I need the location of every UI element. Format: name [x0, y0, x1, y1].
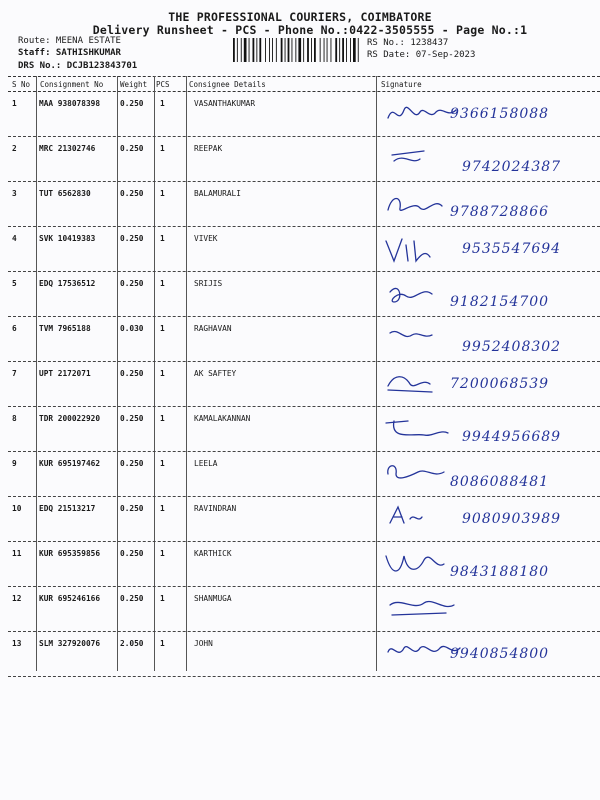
pcs-count: 1 [160, 234, 165, 243]
serial-number: 12 [12, 594, 22, 603]
signature-mark [384, 366, 594, 406]
route-label: Route: MEENA ESTATE [18, 36, 121, 46]
table-row [0, 92, 600, 137]
serial-number: 11 [12, 549, 22, 558]
consignee-name: KAMALAKANNAN [194, 414, 251, 423]
signature-phone: 9952408302 [462, 339, 562, 355]
pcs-count: 1 [160, 594, 165, 603]
table-row [0, 227, 600, 272]
signature-phone: 9535547694 [462, 241, 562, 257]
signature-mark [384, 456, 594, 496]
weight-value: 0.250 [120, 279, 144, 288]
weight-value: 0.250 [120, 414, 144, 423]
weight-value: 0.250 [120, 549, 144, 558]
consignee-name: RAVINDRAN [194, 504, 237, 513]
table-row [0, 497, 600, 542]
weight-value: 0.250 [120, 99, 144, 108]
signature-phone: 8086088481 [450, 474, 550, 490]
weight-value: 0.250 [120, 594, 144, 603]
col-header-pcs: PCS [156, 80, 170, 89]
staff-label: Staff: SATHISHKUMAR [18, 48, 121, 58]
consignee-name: JOHN [194, 639, 213, 648]
signature-phone: 9788728866 [450, 204, 550, 220]
consignment-number: SVK 10419383 [39, 234, 96, 243]
consignee-name: BALAMURALI [194, 189, 241, 198]
signature-mark [384, 591, 594, 631]
serial-number: 3 [12, 189, 17, 198]
signature-phone: 9080903989 [462, 511, 562, 527]
serial-number: 2 [12, 144, 17, 153]
weight-value: 0.030 [120, 324, 144, 333]
table-row [0, 587, 600, 632]
company-name: THE PROFESSIONAL COURIERS, COIMBATORE [168, 10, 432, 24]
barcode-image [233, 38, 361, 62]
signature-phone: 9944956689 [462, 429, 562, 445]
weight-value: 0.250 [120, 189, 144, 198]
signature-mark [384, 321, 594, 361]
table-row [0, 452, 600, 497]
consignment-number: KUR 695359856 [39, 549, 101, 558]
pcs-count: 1 [160, 324, 165, 333]
serial-number: 9 [12, 459, 17, 468]
pcs-count: 1 [160, 99, 165, 108]
consignment-number: KUR 695197462 [39, 459, 101, 468]
col-header-signature: Signature [381, 80, 422, 89]
signature-phone: 9742024387 [462, 159, 562, 175]
pcs-count: 1 [160, 549, 165, 558]
signature-phone: 9940854800 [450, 646, 550, 662]
weight-value: 2.050 [120, 639, 144, 648]
signature-mark [384, 501, 594, 541]
consignee-name: SRIJIS [194, 279, 223, 288]
serial-number: 10 [12, 504, 22, 513]
table-row [0, 182, 600, 227]
pcs-count: 1 [160, 279, 165, 288]
pcs-count: 1 [160, 504, 165, 513]
consignment-number: SLM 327920076 [39, 639, 101, 648]
weight-value: 0.250 [120, 369, 144, 378]
table-row [0, 317, 600, 362]
signature-mark [384, 186, 594, 226]
drs-number: DRS No.: DCJB123843701 [18, 61, 138, 71]
pcs-count: 1 [160, 189, 165, 198]
weight-value: 0.250 [120, 459, 144, 468]
signature-mark [384, 411, 594, 451]
signature-phone: 9182154700 [450, 294, 550, 310]
signature-mark [384, 231, 594, 271]
serial-number: 13 [12, 639, 22, 648]
col-header-consignee: Consignee Details [189, 80, 266, 89]
header-divider-top [8, 76, 600, 77]
signature-mark [384, 141, 594, 181]
signature-mark [384, 546, 594, 586]
table-row [0, 632, 600, 677]
consignment-number: TVM 7965188 [39, 324, 91, 333]
consignee-name: RAGHAVAN [194, 324, 232, 333]
weight-value: 0.250 [120, 504, 144, 513]
col-header-consignment: Consignment No [40, 80, 104, 89]
consignee-name: LEELA [194, 459, 218, 468]
consignment-number: UPT 2172071 [39, 369, 91, 378]
serial-number: 6 [12, 324, 17, 333]
signature-mark [384, 636, 594, 676]
consignment-number: TDR 200022920 [39, 414, 101, 423]
consignee-name: KARTHICK [194, 549, 232, 558]
rs-number: RS No.: 1238437 [367, 38, 449, 48]
consignment-number: MAA 938078398 [39, 99, 101, 108]
signature-mark [384, 96, 594, 136]
pcs-count: 1 [160, 459, 165, 468]
signature-mark [384, 276, 594, 316]
table-row [0, 137, 600, 182]
serial-number: 8 [12, 414, 17, 423]
pcs-count: 1 [160, 369, 165, 378]
signature-phone: 9843188180 [450, 564, 550, 580]
consignment-number: EDQ 21513217 [39, 504, 96, 513]
table-row [0, 272, 600, 317]
serial-number: 4 [12, 234, 17, 243]
consignee-name: VASANTHAKUMAR [194, 99, 256, 108]
serial-number: 5 [12, 279, 17, 288]
weight-value: 0.250 [120, 144, 144, 153]
signature-phone: 9366158088 [450, 106, 550, 122]
col-header-weight: Weight [120, 80, 148, 89]
pcs-count: 1 [160, 144, 165, 153]
table-row [0, 362, 600, 407]
consignee-name: SHANMUGA [194, 594, 232, 603]
pcs-count: 1 [160, 639, 165, 648]
consignment-number: TUT 6562830 [39, 189, 91, 198]
consignment-number: KUR 695246166 [39, 594, 101, 603]
consignee-name: REEPAK [194, 144, 223, 153]
consignee-name: AK SAFTEY [194, 369, 237, 378]
row-divider [8, 676, 600, 677]
weight-value: 0.250 [120, 234, 144, 243]
col-header-sno: S No [12, 80, 31, 89]
serial-number: 7 [12, 369, 17, 378]
serial-number: 1 [12, 99, 17, 108]
consignment-number: EDQ 17536512 [39, 279, 96, 288]
table-row [0, 542, 600, 587]
consignment-number: MRC 21302746 [39, 144, 96, 153]
pcs-count: 1 [160, 414, 165, 423]
consignee-name: VIVEK [194, 234, 218, 243]
rs-date: RS Date: 07-Sep-2023 [367, 50, 476, 60]
signature-phone: 7200068539 [450, 376, 550, 392]
runsheet-title: Delivery Runsheet - PCS - Phone No.:0422-3505555 - Page No.:1 [92, 23, 528, 37]
table-row [0, 407, 600, 452]
